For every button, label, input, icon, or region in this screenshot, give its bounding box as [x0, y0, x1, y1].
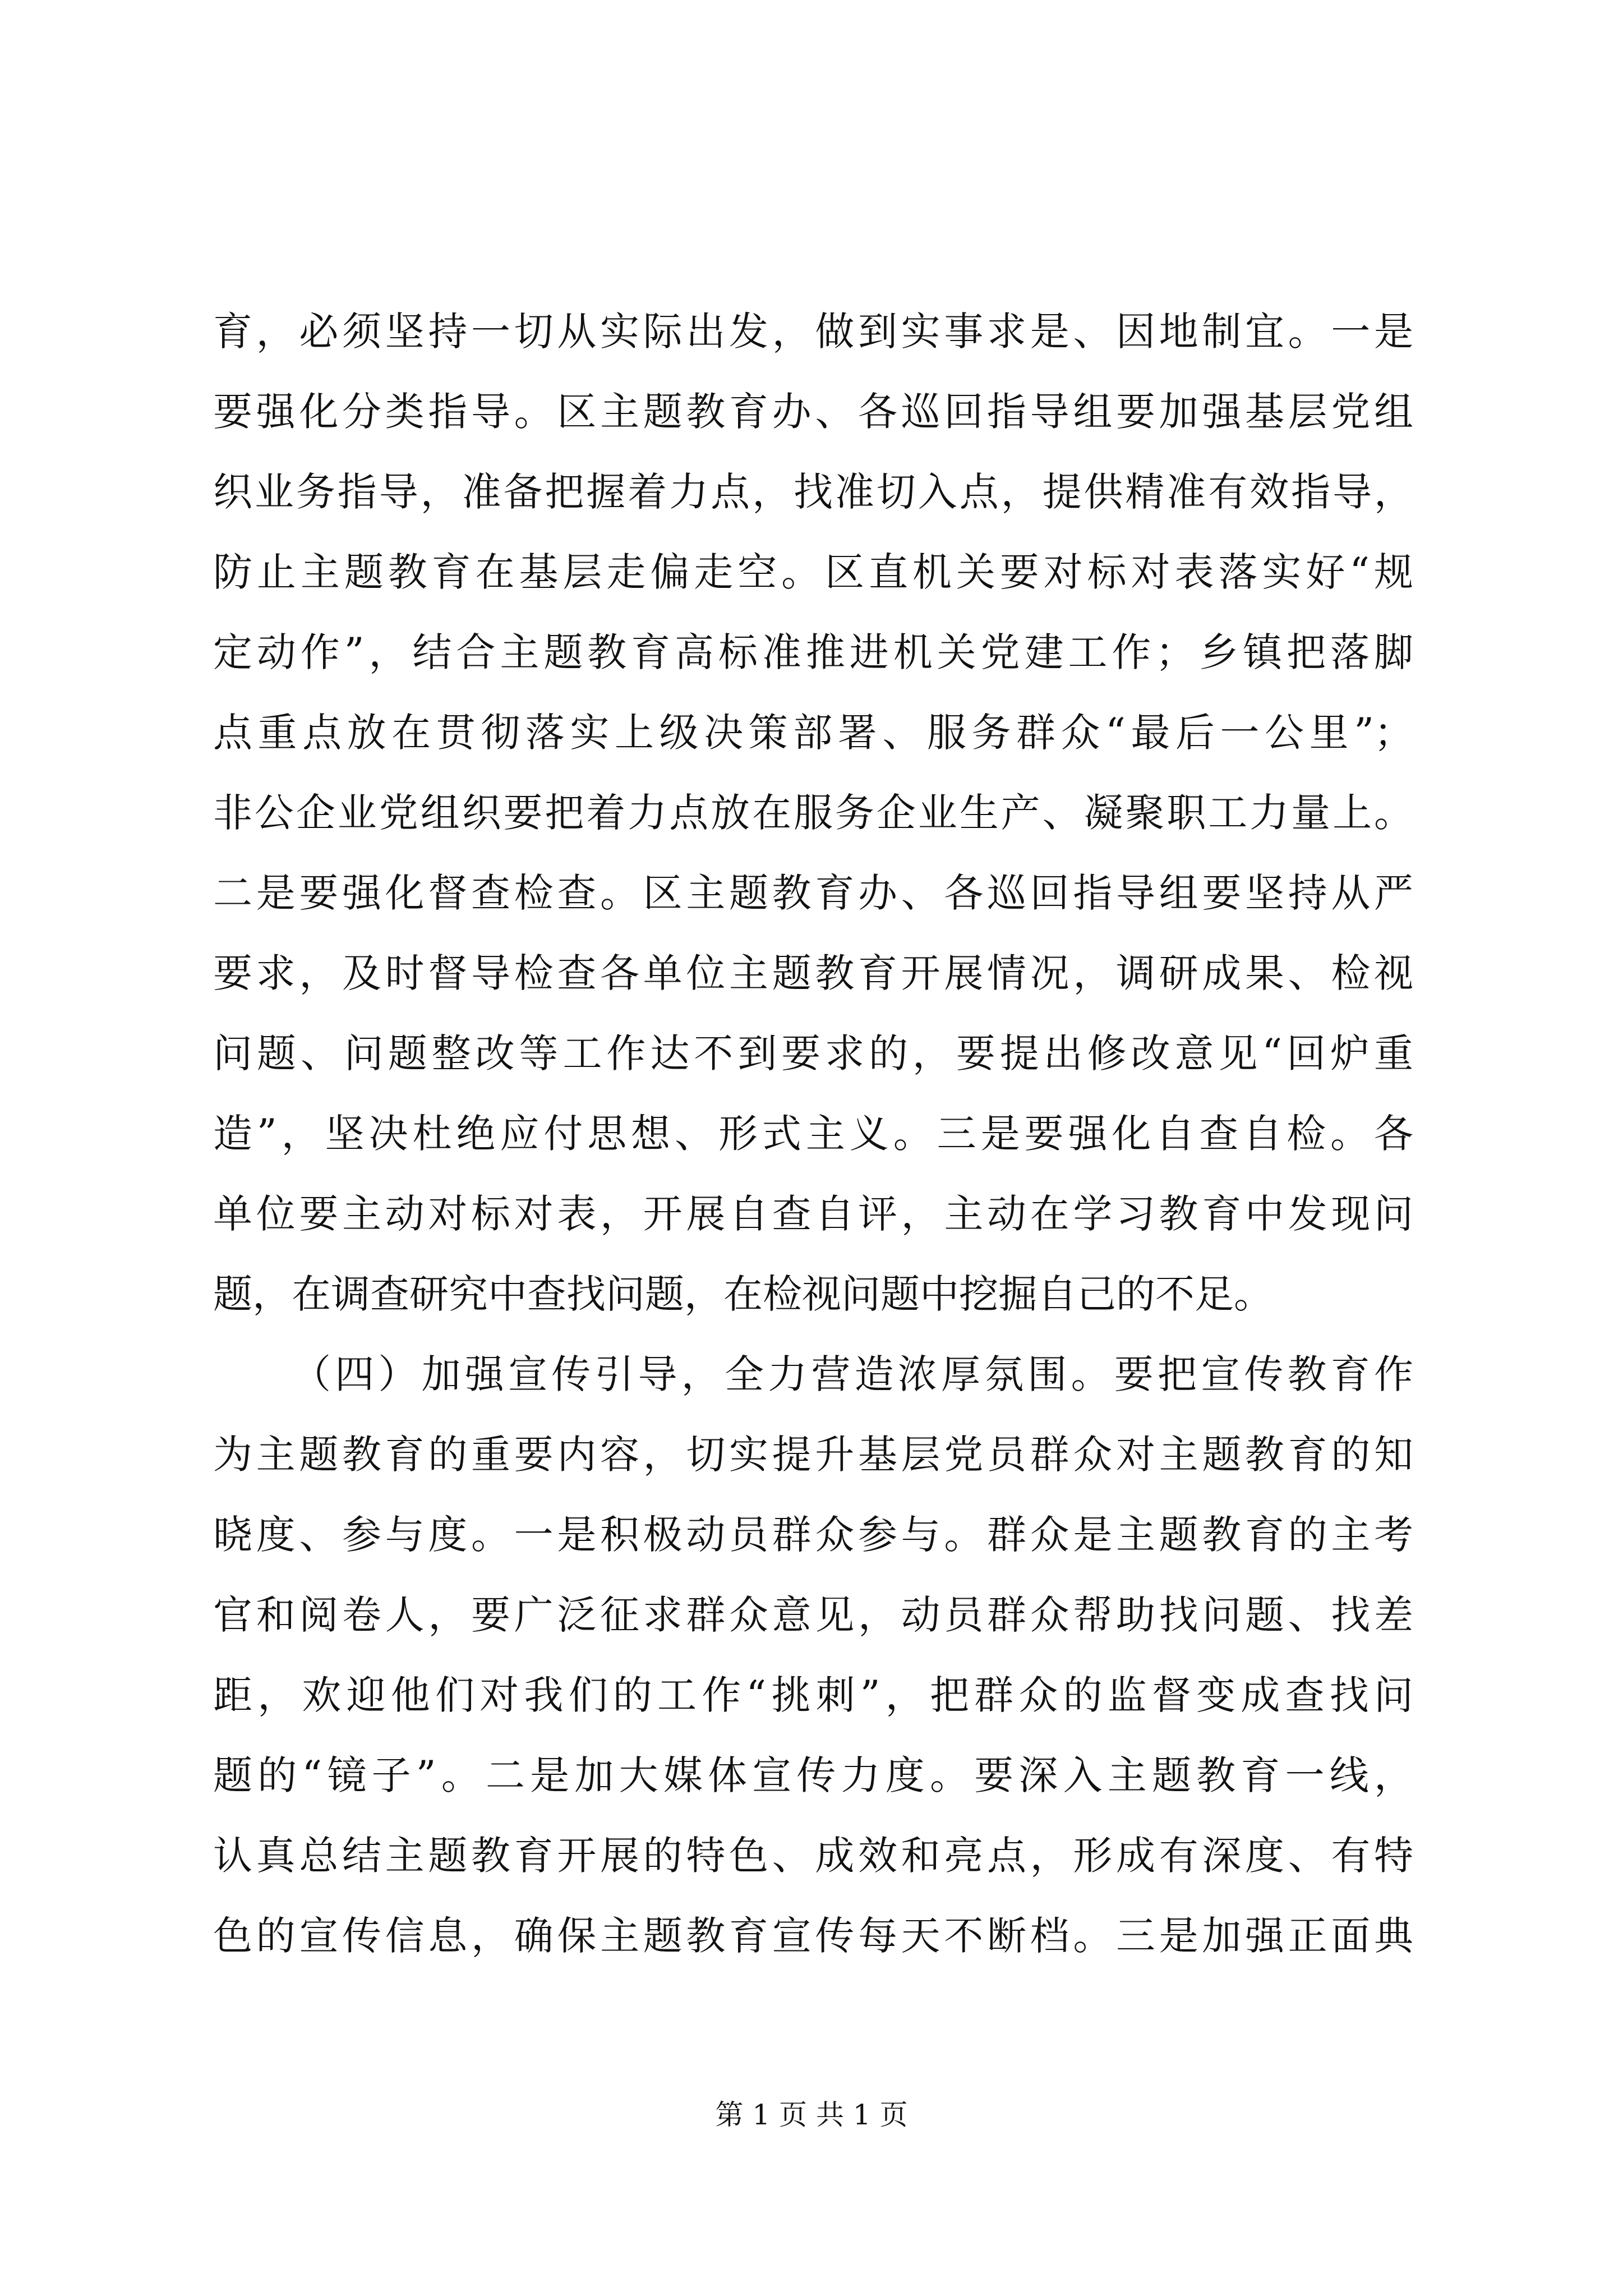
paragraph-1-line-9: 要求，及时督导检查各单位主题教育开展情况，调研成果、检视: [213, 950, 1413, 996]
paragraph-2-line-5: 距，欢迎他们对我们的工作“挑刺”，把群众的监督变成查找问: [213, 1672, 1413, 1718]
paragraph-2-line-3: 晓度、参与度。一是积极动员群众参与。群众是主题教育的主考: [213, 1512, 1413, 1558]
paragraph-2-line-7: 认真总结主题教育开展的特色、成效和亮点，形成有深度、有特: [213, 1833, 1413, 1879]
paragraph-1-line-2: 要强化分类指导。区主题教育办、各巡回指导组要加强基层党组: [213, 389, 1413, 435]
paragraph-2-line-1: （四）加强宣传引导，全力营造浓厚氛围。要把宣传教育作: [292, 1351, 1413, 1397]
paragraph-2-line-4: 官和阅卷人，要广泛征求群众意见，动员群众帮助找问题、找差: [213, 1592, 1413, 1638]
paragraph-1-line-1: 育，必须坚持一切从实际出发，做到实事求是、因地制宜。一是: [213, 309, 1413, 355]
paragraph-1-line-8: 二是要强化督查检查。区主题教育办、各巡回指导组要坚持从严: [213, 870, 1413, 916]
paragraph-1-line-7: 非公企业党组织要把着力点放在服务企业生产、凝聚职工力量上。: [213, 790, 1413, 836]
paragraph-1-line-10: 问题、问题整改等工作达不到要求的，要提出修改意见“回炉重: [213, 1030, 1413, 1076]
paragraph-2-line-6: 题的“镜子”。二是加大媒体宣传力度。要深入主题教育一线，: [213, 1752, 1413, 1798]
paragraph-1-line-12: 单位要主动对标对表，开展自查自评，主动在学习教育中发现问: [213, 1191, 1413, 1237]
paragraph-2-line-8: 色的宣传信息，确保主题教育宣传每天不断档。三是加强正面典: [213, 1913, 1413, 1959]
paragraph-1-line-6: 点重点放在贯彻落实上级决策部署、服务群众“最后一公里”；: [213, 710, 1413, 756]
paragraph-1-line-13: 题，在调查研究中查找问题，在检视问题中挖掘自己的不足。: [213, 1271, 1273, 1317]
paragraph-2-line-2: 为主题教育的重要内容，切实提升基层党员群众对主题教育的知: [213, 1432, 1413, 1478]
page-number-footer: 第 1 页 共 1 页: [715, 2099, 908, 2131]
paragraph-1-line-4: 防止主题教育在基层走偏走空。区直机关要对标对表落实好“规: [213, 549, 1413, 595]
paragraph-1-line-5: 定动作”，结合主题教育高标准推进机关党建工作；乡镇把落脚: [213, 629, 1413, 675]
paragraph-1-line-3: 织业务指导，准备把握着力点，找准切入点，提供精准有效指导，: [213, 469, 1413, 515]
document-body: [213, 292, 1413, 1976]
paragraph-1-line-11: 造”，坚决杜绝应付思想、形式主义。三是要强化自查自检。各: [213, 1111, 1413, 1157]
